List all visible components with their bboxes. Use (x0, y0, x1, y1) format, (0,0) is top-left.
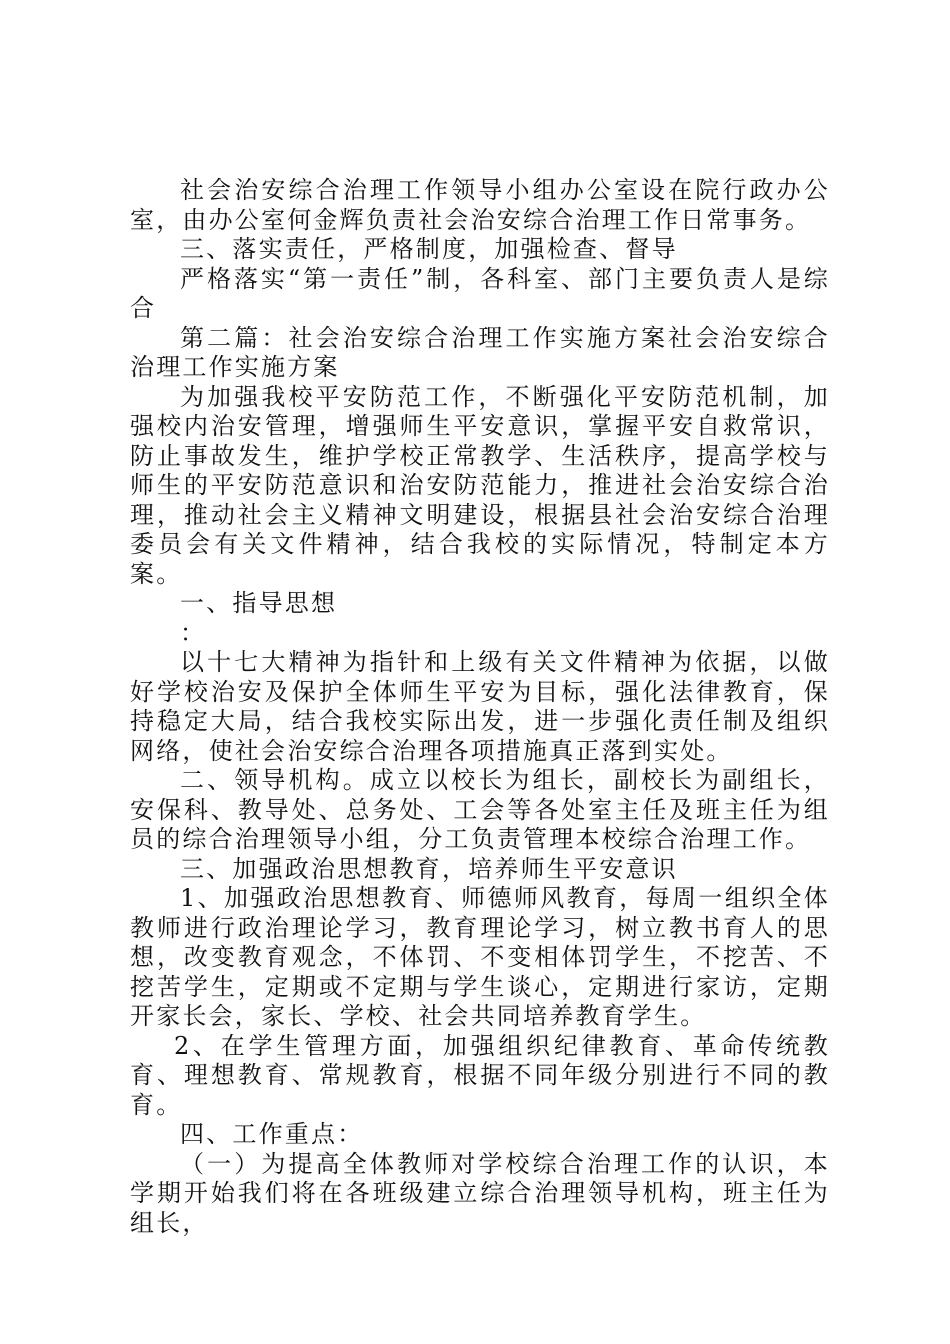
heading-work-focus: 四、工作重点： (180, 1120, 364, 1148)
paragraph-guiding-content: 以十七大精神为指针和上级有关文件精神为依据，以做好学校治安及保护全体师生平安为目标，强化法律教育，保持稳定大局，结合我校实际出发，进一步强化责任制及组织网络，使社会治安综合治理各项措施真正落到实处。 (130, 648, 830, 765)
paragraph-item-1: 1、加强政治思想教育、师德师风教育，每周一组织全体教师进行政治理论学习，教育理论学习，树立教书育人的思想，改变教育观念，不体罚、不变相体罚学生，不挖苦、不挖苦学生，定期或不定期与学生谈心，定期进行家访，定期开家长会，家长、学校、社会共同培养教育学生。 (130, 884, 830, 1030)
heading-political-education: 三、加强政治思想教育，培养师生平安意识 (180, 854, 678, 883)
paragraph-focus-1: （一）为提高全体教师对学校综合治理工作的认识，本学期开始我们将在各班级建立综合治理领导机构，班主任为组长， (130, 1149, 830, 1237)
heading-part-two: 第二篇：社会治安综合治理工作实施方案社会治安综合治理工作实施方案 (130, 323, 830, 381)
paragraph-office-setup: 社会治安综合治理工作领导小组办公室设在院行政办公室，由办公室何金辉负责社会治安综合治理工作日常事务。 (130, 176, 830, 234)
paragraph-first-responsibility: 严格落实“第一责任”制，各科室、部门主要负责人是综合 (130, 264, 830, 322)
heading-guiding-ideology: 一、指导思想 (180, 589, 338, 617)
document-body (130, 176, 830, 1238)
paragraph-colon: ： (180, 618, 207, 647)
paragraph-leadership: 二、领导机构。成立以校长为组长，副校长为副组长，安保科、教导处、总务处、工会等各处室主任及班主任为组员的综合治理领导小组，分工负责管理本校综合治理工作。 (130, 766, 830, 853)
paragraph-item-2: 2、在学生管理方面，加强组织纪律教育、革命传统教育、理想教育、常规教育，根据不同年级分别进行不同的教育。 (130, 1031, 830, 1119)
heading-responsibility: 三、落实责任，严格制度，加强检查、督导 (180, 235, 678, 263)
paragraph-purpose: 为加强我校平安防范工作，不断强化平安防范机制，加强校内治安管理，增强师生平安意识，掌握平安自救常识，防止事故发生，维护学校正常教学、生活秩序，提高学校与师生的平安防范意识和治安防范能力，推进社会治安综合治理，推动社会主义精神文明建设，根据县社会治安综合治理委员会有关文件精神，结合我校的实际情况，特制定本方案。 (130, 382, 830, 588)
